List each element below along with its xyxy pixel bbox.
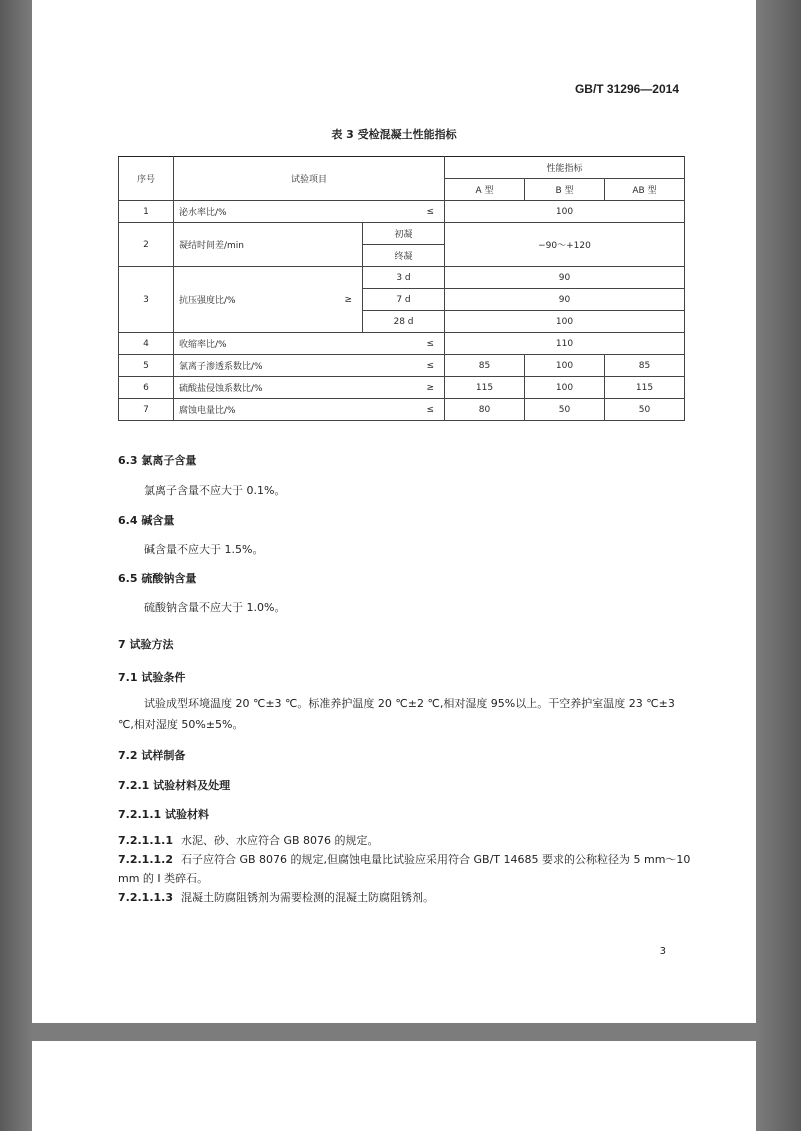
- section-7-1-heading: 7.1 试验条件: [118, 671, 186, 684]
- row-item: 收缩率比/%: [174, 333, 363, 355]
- clause-text: 石子应符合 GB 8076 的规定,但腐蚀电量比试验应采用符合 GB/T 14685 要求的公称粒径为 5 mm～10 mm 的 Ⅰ 类碎石。: [118, 853, 691, 885]
- row-value-ab: 50: [605, 399, 685, 421]
- clause-text: 混凝土防腐阻锈剂为需要检测的混凝土防腐阻锈剂。: [180, 891, 434, 904]
- row-symbol: ≤: [363, 355, 445, 377]
- row-item: 硫酸盐侵蚀系数比/%: [174, 377, 363, 399]
- header-type-b: B 型: [525, 179, 605, 201]
- clause-text: 水泥、砂、水应符合 GB 8076 的规定。: [180, 834, 379, 847]
- section-6-5-heading: 6.5 硫酸钠含量: [118, 572, 197, 585]
- table-row: [119, 223, 685, 245]
- page-number: 3: [659, 946, 666, 957]
- row-item: 氯离子渗透系数比/%: [174, 355, 363, 377]
- section-7-2-1-1-heading: 7.2.1.1 试验材料: [118, 808, 209, 821]
- row-value: 90: [445, 267, 685, 289]
- table-row: [119, 399, 685, 421]
- section-6-4-text: 碱含量不应大于 1.5%。: [144, 543, 264, 556]
- row-sub-item: 终凝: [363, 245, 445, 267]
- clause-7-2-1-1-3: [118, 888, 698, 907]
- row-item: 抗压强度比/%: [174, 267, 316, 333]
- table-title: 表 3 受检混凝土性能指标: [331, 128, 457, 141]
- row-number: 3: [119, 267, 174, 333]
- table-row: [119, 333, 685, 355]
- table-row: [119, 377, 685, 399]
- section-6-3-heading: 6.3 氯离子含量: [118, 454, 197, 467]
- row-value: 100: [445, 311, 685, 333]
- section-7-2-1-heading: 7.2.1 试验材料及处理: [118, 779, 231, 792]
- section-6-4-heading: 6.4 碱含量: [118, 514, 175, 527]
- row-value-ab: 85: [605, 355, 685, 377]
- standard-number: GB/T 31296—2014: [574, 82, 679, 96]
- row-symbol: ≥: [316, 267, 363, 333]
- clause-7-2-1-1-1: [118, 831, 698, 850]
- row-symbol: ≤: [363, 333, 445, 355]
- header-item: 试验项目: [174, 157, 445, 201]
- row-number: 4: [119, 333, 174, 355]
- row-value-a: 85: [445, 355, 525, 377]
- row-sub-item: 7 d: [363, 289, 445, 311]
- row-symbol: ≥: [363, 377, 445, 399]
- clause-number: 7.2.1.1.1: [118, 834, 173, 847]
- header-performance: 性能指标: [445, 157, 685, 179]
- clause-number: 7.2.1.1.2: [118, 853, 173, 866]
- row-sub-item: 初凝: [363, 223, 445, 245]
- row-item: 凝结时间差/min: [174, 223, 363, 267]
- row-value: 100: [445, 201, 685, 223]
- clause-7-2-1-1-2: [118, 850, 698, 888]
- row-value-a: 80: [445, 399, 525, 421]
- row-number: 5: [119, 355, 174, 377]
- performance-table: [118, 156, 685, 421]
- table-header-row: [119, 157, 685, 179]
- row-value: −90～+120: [445, 223, 685, 267]
- row-number: 1: [119, 201, 174, 223]
- table-row: [119, 355, 685, 377]
- row-number: 7: [119, 399, 174, 421]
- row-value-b: 50: [525, 399, 605, 421]
- row-value: 90: [445, 289, 685, 311]
- header-seq: 序号: [119, 157, 174, 201]
- row-sub-item: 28 d: [363, 311, 445, 333]
- next-page: [32, 1041, 756, 1131]
- row-value-a: 115: [445, 377, 525, 399]
- row-value-b: 100: [525, 355, 605, 377]
- row-value: 110: [445, 333, 685, 355]
- row-value-ab: 115: [605, 377, 685, 399]
- row-value-b: 100: [525, 377, 605, 399]
- row-symbol: ≤: [363, 201, 445, 223]
- row-sub-item: 3 d: [363, 267, 445, 289]
- section-7-1-text: 试验成型环境温度 20 ℃±3 ℃。标准养护温度 20 ℃±2 ℃,相对湿度 95%以上。干空养护室温度 23 ℃±3 ℃,相对湿度 50%±5%。: [118, 697, 675, 731]
- document-page: [32, 0, 756, 1023]
- row-symbol: ≤: [363, 399, 445, 421]
- row-number: 2: [119, 223, 174, 267]
- row-item: 腐蚀电量比/%: [174, 399, 363, 421]
- header-type-a: A 型: [445, 179, 525, 201]
- section-6-3-text: 氯离子含量不应大于 0.1%。: [144, 484, 286, 497]
- table-row: [119, 201, 685, 223]
- clause-number: 7.2.1.1.3: [118, 891, 173, 904]
- table-row: [119, 267, 685, 289]
- row-item: 泌水率比/%: [174, 201, 363, 223]
- row-number: 6: [119, 377, 174, 399]
- section-7-heading: 7 试验方法: [118, 638, 174, 651]
- header-type-ab: AB 型: [605, 179, 685, 201]
- section-6-5-text: 硫酸钠含量不应大于 1.0%。: [144, 601, 286, 614]
- section-7-2-heading: 7.2 试样制备: [118, 749, 186, 762]
